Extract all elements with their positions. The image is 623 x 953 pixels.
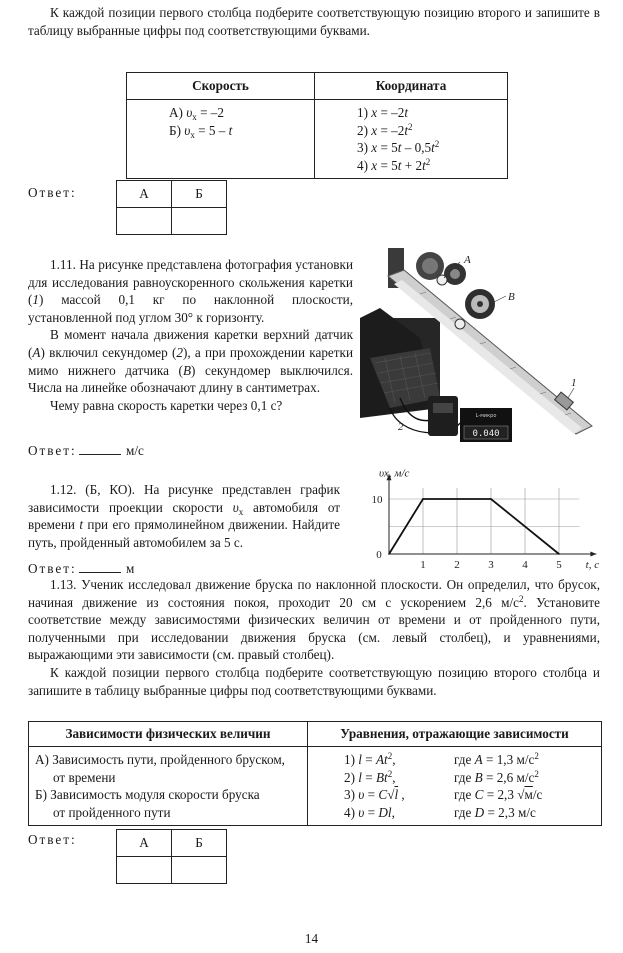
table2-right-column: [308, 747, 602, 826]
unit-1-12: м: [126, 561, 135, 576]
setup-photo-svg: [360, 248, 600, 443]
photo-label-2: 2: [398, 421, 404, 433]
photo-label-1: 1: [571, 377, 577, 389]
problem-1-13-text: 1.13. Ученик исследовал движение бруска по наклонной плоскости. Он определил, что брусок, начиная движение из состояния покоя, проходит 20 см с ускорением 2,6 $м/с^2$. Установите соответствие между зависимостями физических величин от времени и от пройденного пути, полученными при исследовании движения бруска (см. левый столбец), и уравнениями, выражающими эти зависимости (см. правый столбец).: [28, 577, 600, 663]
table1-right-column: [315, 100, 508, 179]
problem-1-11-text: 1.11. На рисунке представлена фотография установки для исследования равноускоренного скольжения каретки (1) массой 0,1 кг по наклонной плоскости, установленной под углом 30° к горизонту.: [28, 257, 353, 325]
answer1-cell-a[interactable]: [117, 208, 172, 235]
problem-1-11-question: Чему равна скорость каретки через 0,1 с?: [50, 397, 283, 413]
table2-option-3: 3) υ = C√l , где C = 2,3 √м/с: [344, 787, 543, 803]
problem-1-12: [28, 481, 340, 551]
table1-header-speed: Скорость: [127, 73, 315, 100]
table1-option-3: 3) $x = 5t - 0,5t^2$: [357, 139, 440, 156]
answer-table-1: [116, 180, 227, 235]
setup-photo: [360, 248, 600, 443]
timer-brand: L-микро: [475, 413, 497, 419]
answer-blank-1-11[interactable]: [79, 442, 121, 455]
answer1-col-b: Б: [172, 181, 227, 208]
velocity-point: [388, 553, 390, 555]
x-axis-arrow: [590, 552, 596, 557]
timer-display: 0.040: [472, 429, 500, 439]
table2-header-right: Уравнения, отражающие зависимости: [308, 722, 602, 747]
answer2-col-b: Б: [172, 830, 227, 857]
velocity-point: [558, 553, 560, 555]
page-number: 14: [304, 931, 319, 946]
photo-label-b: B: [508, 291, 515, 303]
table1-option-1: 1) x = –2t: [357, 105, 409, 120]
unit-1-11: м/с: [126, 443, 144, 458]
answer-label-1-12: Ответ:: [28, 561, 77, 576]
table2-option-2: 2) $l = Bt^2$, где B = 2,6 $м/с^2$: [344, 768, 539, 785]
x-tick-label: 5: [556, 559, 562, 571]
x-axis-label: t, с: [585, 559, 600, 571]
problem-1-11-text2: В момент начала движения каретки верхний датчик (А) включил секундомер (2), а при прохождении каретки мимо нижнего датчика (В) секундомер выключился. Числа на линейке обозначают длину в сантиметрах.: [28, 327, 354, 396]
y-axis-label: υx, м/с: [379, 467, 410, 480]
problem-1-13: [28, 576, 600, 699]
answer-line-1-11: [28, 442, 144, 460]
x-tick-label: 4: [522, 559, 528, 571]
table1-option-4: 4) $x = 5t + 2t^2$: [357, 156, 431, 173]
table2-left-column: [29, 747, 308, 826]
problem-1-12-text: 1.12. (Б, КО). На рисунке представлен график зависимости проекции скорости $\upsilon_x$ автомобиля от времени t при его прямолинейном движении. Найдите путь, пройденный автомобилем за 5 с.: [28, 482, 341, 550]
answer-line-1-12: [28, 560, 134, 578]
photo-label-a: A: [464, 254, 471, 266]
answer2-col-a: А: [117, 830, 172, 857]
velocity-point: [490, 498, 492, 500]
y-tick-label: 0: [376, 549, 382, 561]
y-tick-label: 10: [371, 494, 383, 506]
answer2-cell-a[interactable]: [117, 857, 172, 884]
answer-label-1: Ответ:: [28, 185, 77, 200]
answer-table-2: [116, 829, 227, 884]
table1-option-b: Б) $\upsilon_x = 5 - t$: [169, 122, 233, 140]
problem-1-11: [28, 256, 353, 414]
problem-1-13-text2: К каждой позиции первого столбца подберите соответствующую позицию второго столбца и запишите в таблицу выбранные цифры под соответствующими буквами.: [28, 664, 600, 698]
matching-table-2: [28, 721, 602, 826]
table2-option-b-line2: от пройденного пути: [53, 804, 171, 820]
answer2-cell-b[interactable]: [172, 857, 227, 884]
answer-label-1-11: Ответ:: [28, 443, 77, 458]
table1-left-column: [127, 100, 315, 179]
x-tick-label: 2: [454, 559, 460, 571]
answer1-cell-b[interactable]: [172, 208, 227, 235]
intro-text: К каждой позиции первого столбца подберите соответствующую позицию второго и запишите в таблицу выбранные цифры под соответствующими буквами.: [28, 5, 600, 38]
table2-option-a-line2: от времени: [53, 769, 116, 785]
velocity-chart-svg: [345, 462, 607, 574]
table2-option-1: 1) $l = At^2$, где A = 1,3 $м/с^2$: [344, 751, 539, 767]
answer-label-2: Ответ:: [28, 832, 77, 847]
table2-option-4: 4) υ = Dl, где D = 2,3 м/с: [344, 804, 536, 820]
table2-option-b-line1: Б) Зависимость модуля скорости бруска: [35, 787, 260, 803]
velocity-point: [422, 498, 424, 500]
answer1-col-a: А: [117, 181, 172, 208]
table2-header-left: Зависимости физических величин: [29, 722, 308, 747]
matching-table-1: [126, 72, 508, 179]
table1-option-a: А) $\upsilon_x = -2$: [169, 105, 224, 122]
table1-header-coordinate: Координата: [315, 73, 508, 100]
table1-option-2: 2) $x = -2t^2$: [357, 121, 413, 138]
velocity-chart: [345, 462, 607, 574]
answer-blank-1-12[interactable]: [79, 560, 121, 573]
table2-option-a-line1: А) Зависимость пути, пройденного бруском,: [35, 752, 285, 767]
x-tick-label: 1: [420, 559, 426, 571]
x-tick-label: 3: [488, 559, 494, 571]
